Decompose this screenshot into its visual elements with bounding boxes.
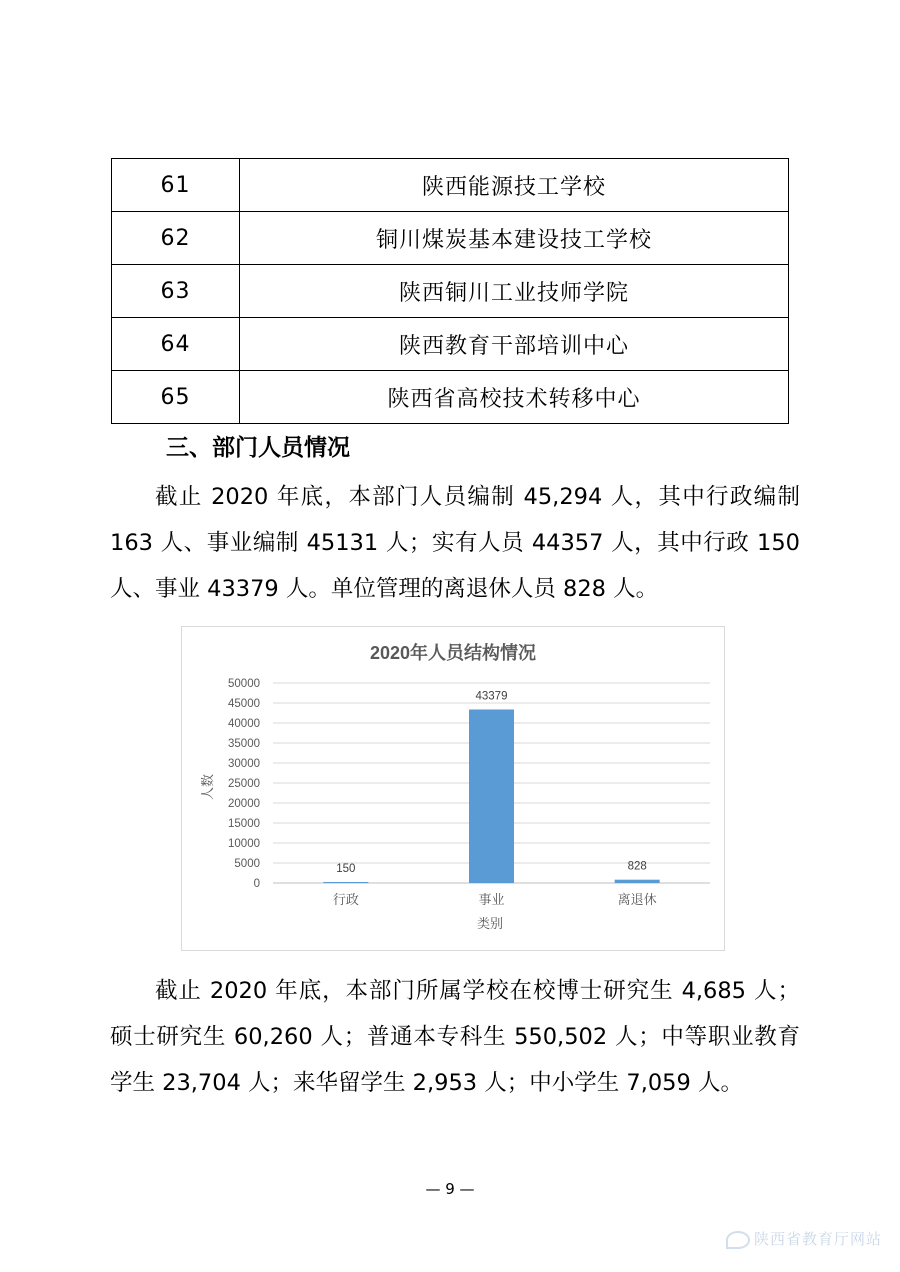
y-tick-label: 50000 — [228, 678, 260, 690]
y-tick-label: 25000 — [228, 778, 260, 790]
watermark-text: 陕西省教育厅网站 — [754, 1230, 883, 1248]
section-heading: 三、部门人员情况 — [166, 435, 350, 461]
y-tick-label: 20000 — [228, 798, 260, 810]
row-unit-name: 陕西省高校技术转移中心 — [240, 371, 789, 424]
row-number: 62 — [112, 212, 240, 265]
chart-title: 2020年人员结构情况 — [369, 643, 537, 663]
row-unit-name: 陕西铜川工业技师学院 — [240, 265, 789, 318]
y-tick-label: 0 — [253, 878, 260, 890]
y-tick-label: 40000 — [228, 718, 260, 730]
y-tick-label: 30000 — [228, 758, 260, 770]
y-tick-label: 45000 — [228, 698, 260, 710]
page-number: — 9 — — [425, 1180, 475, 1198]
bar-chart-svg — [182, 627, 724, 950]
students-paragraph: 截止 2020 年底，本部门所属学校在校博士研究生 4,685 人；硕士研究生 60,260 人；普通本专科生 550,502 人；中等职业教育学生 23,704 人；来华留学生 2,953 人；中小学生 7,059 人。 — [110, 978, 800, 1096]
site-watermark — [726, 1228, 882, 1249]
bar — [615, 880, 660, 883]
x-axis-label: 类别 — [476, 917, 504, 932]
table-row — [112, 265, 789, 318]
row-number: 64 — [112, 318, 240, 371]
bar-data-label: 150 — [336, 863, 356, 875]
table-row — [112, 371, 789, 424]
row-unit-name: 陕西能源技工学校 — [240, 159, 789, 212]
y-tick-label: 15000 — [228, 818, 260, 830]
staff-structure-chart — [181, 626, 725, 951]
y-tick-label: 35000 — [228, 738, 260, 750]
row-number: 65 — [112, 371, 240, 424]
school-list-table — [111, 158, 789, 424]
table-row — [112, 159, 789, 212]
table-row — [112, 318, 789, 371]
y-axis-label: 人数 — [201, 773, 216, 801]
bar — [323, 882, 368, 883]
row-number: 61 — [112, 159, 240, 212]
x-tick-label: 行政 — [332, 893, 359, 908]
bar-data-label: 43379 — [475, 690, 508, 703]
x-tick-label: 事业 — [478, 893, 505, 908]
staffing-paragraph: 截止 2020 年底，本部门人员编制 45,294 人，其中行政编制 163 人、事业编制 45131 人；实有人员 44357 人，其中行政 150 人、事业 43379 人。单位管理的离退休人员 828 人。 — [110, 484, 800, 602]
watermark-logo-icon — [726, 1231, 750, 1249]
row-number: 63 — [112, 265, 240, 318]
bar — [469, 709, 514, 883]
table-row — [112, 212, 789, 265]
bar-data-label: 828 — [627, 860, 647, 873]
y-tick-label: 10000 — [228, 838, 260, 850]
row-unit-name: 陕西教育干部培训中心 — [240, 318, 789, 371]
row-unit-name: 铜川煤炭基本建设技工学校 — [240, 212, 789, 265]
y-tick-label: 5000 — [234, 858, 260, 870]
x-tick-label: 离退休 — [617, 893, 657, 908]
